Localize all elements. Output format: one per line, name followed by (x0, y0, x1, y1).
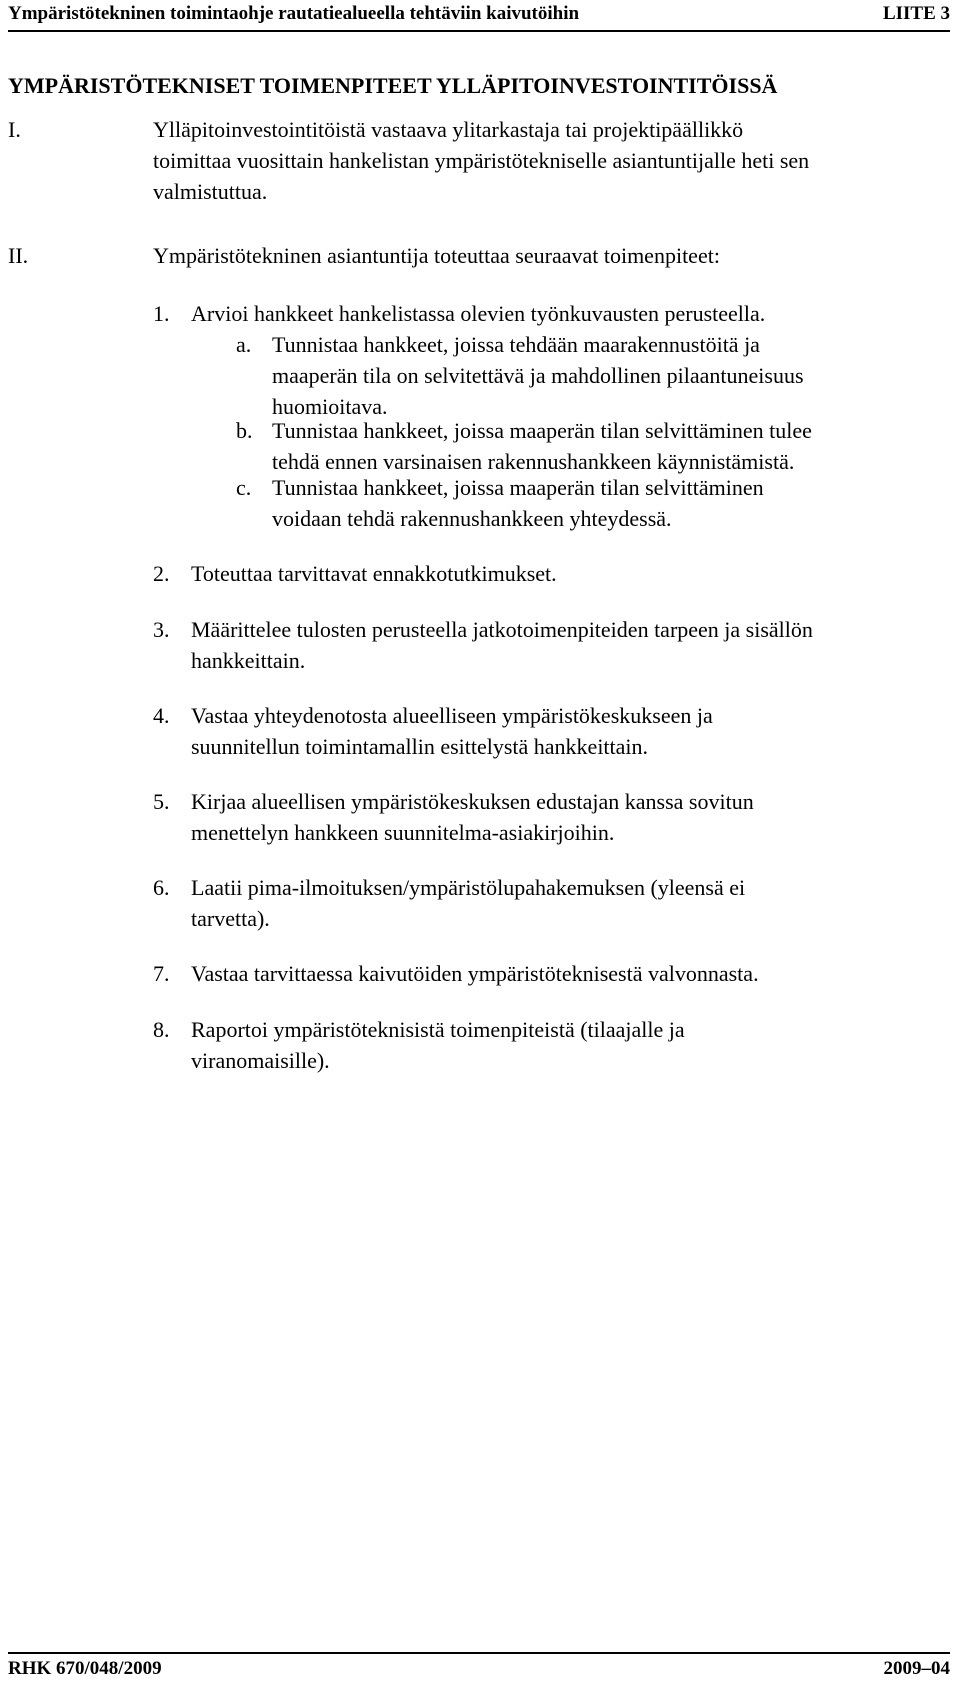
list-item-number: 7. (153, 961, 170, 986)
list-item-text (191, 700, 713, 762)
list-item-number: 2. (153, 561, 170, 586)
sub-item-line: maaperän tila on selvitettävä ja mahdollinen pilaantuneisuus (272, 363, 804, 388)
list-item-line: Kirjaa alueellisen ympäristökeskuksen edustajan kanssa sovitun (191, 789, 754, 814)
section-text-2 (153, 240, 943, 271)
list-item-number: 1. (153, 301, 170, 326)
list-item-line: suunnitellun toimintamallin esittelystä hankkeittain. (191, 734, 649, 759)
sub-item-line: Tunnistaa hankkeet, joissa maaperän tilan selvittäminen (272, 475, 764, 500)
sub-item-text (272, 329, 804, 422)
list-item-text (191, 1014, 685, 1076)
page-footer (8, 1652, 950, 1686)
list-item-line: hankkeittain. (191, 648, 306, 673)
section-2-line: Ympäristötekninen asiantuntija toteuttaa seuraavat toimenpiteet: (153, 243, 720, 268)
sub-item-letter: b. (236, 418, 253, 443)
list-item-line: Määrittelee tulosten perusteella jatkotoimenpiteiden tarpeen ja sisällön (191, 617, 813, 642)
section-1-line: Ylläpitoinvestointitöistä vastaava ylitarkastaja tai projektipäällikkö (153, 117, 744, 142)
sub-item-letter: c. (236, 475, 252, 500)
list-item-number: 8. (153, 1017, 170, 1042)
list-item-line: menettelyn hankkeen suunnitelma-asiakirjoihin. (191, 820, 615, 845)
list-item-text (191, 872, 745, 934)
footer-document-code: RHK 670/048/2009 (8, 1658, 162, 1679)
sub-item-letter: a. (236, 332, 252, 357)
list-item-line: viranomaisille). (191, 1048, 330, 1073)
list-item-number: 5. (153, 789, 170, 814)
list-item-line: Laatii pima-ilmoituksen/ympäristölupahakemuksen (yleensä ei (191, 875, 746, 900)
list-item-text (191, 786, 754, 848)
section-number-1: I. (8, 117, 21, 142)
list-item-line: tarvetta). (191, 906, 270, 931)
document-heading: YMPÄRISTÖTEKNISET TOIMENPITEET YLLÄPITOINVESTOINTITÖISSÄ (8, 73, 778, 98)
section-1-line: valmistuttua. (153, 179, 268, 204)
list-item-line: Raportoi ympäristöteknisistä toimenpiteistä (tilaajalle ja (191, 1017, 685, 1042)
section-text-1 (153, 114, 943, 207)
list-item-line: Vastaa yhteydenotosta alueelliseen ympäristökeskukseen ja (191, 703, 713, 728)
list-item-line: Toteuttaa tarvittavat ennakkotutkimukset. (191, 561, 557, 586)
list-item-number: 3. (153, 617, 170, 642)
list-item-line: Vastaa tarvittaessa kaivutöiden ympäristöteknisestä valvonnasta. (191, 961, 759, 986)
sub-item-line: voidaan tehdä rakennushankkeen yhteydessä. (272, 506, 672, 531)
header-appendix-label: LIITE 3 (882, 3, 950, 24)
sub-item-text (272, 472, 764, 534)
footer-date: 2009–04 (883, 1658, 950, 1679)
list-item-number: 4. (153, 703, 170, 728)
sub-item-line: tehdä ennen varsinaisen rakennushankkeen käynnistämistä. (272, 449, 795, 474)
sub-item-line: Tunnistaa hankkeet, joissa tehdään maarakennustöitä ja (272, 332, 760, 357)
list-item-text (191, 298, 765, 329)
header-document-title: Ympäristötekninen toimintaohje rautatiealueella tehtäviin kaivutöihin (8, 3, 580, 24)
page-header (8, 0, 950, 32)
sub-item-line: huomioitava. (272, 394, 388, 419)
list-item-text (191, 958, 759, 989)
list-item-line: Arvioi hankkeet hankelistassa olevien työnkuvausten perusteella. (191, 301, 766, 326)
sub-item-line: Tunnistaa hankkeet, joissa maaperän tilan selvittäminen tulee (272, 418, 812, 443)
list-item-text (191, 614, 813, 676)
sub-item-text (272, 415, 812, 477)
list-item-number: 6. (153, 875, 170, 900)
section-1-line: toimittaa vuosittain hankelistan ympäristötekniselle asiantuntijalle heti sen (153, 148, 810, 173)
section-number-2: II. (8, 243, 29, 268)
list-item-text (191, 558, 557, 589)
